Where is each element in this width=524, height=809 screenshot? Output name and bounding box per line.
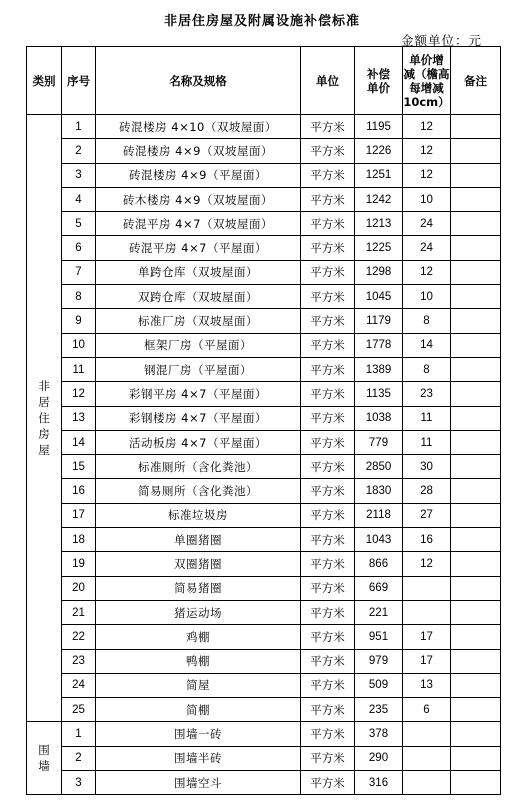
header-incr-line3: 每增减 <box>409 80 444 95</box>
name-cell: 标准厂房（双坡屋面） <box>96 309 301 333</box>
header-category: 类别 <box>27 47 62 115</box>
remark-cell <box>451 673 501 697</box>
unit-cell: 平方米 <box>301 625 355 649</box>
category-cell <box>27 722 62 795</box>
price-cell: 1226 <box>355 139 403 163</box>
unit-cell: 平方米 <box>301 698 355 722</box>
header-incr-line2: 减（檐高 <box>403 66 450 81</box>
name-cell: 标准厕所（含化粪池） <box>96 455 301 479</box>
currency-unit-note: 金额单位：元 <box>400 33 482 48</box>
seq-cell: 9 <box>62 309 96 333</box>
unit-cell: 平方米 <box>301 333 355 357</box>
seq-cell: 17 <box>62 503 96 527</box>
seq-cell: 23 <box>62 649 96 673</box>
seq-cell: 14 <box>62 430 96 454</box>
increment-cell: 12 <box>403 139 451 163</box>
category-char: 围 <box>38 743 50 758</box>
price-cell: 1251 <box>355 163 403 187</box>
increment-cell: 12 <box>403 552 451 576</box>
seq-cell: 19 <box>62 552 96 576</box>
header-incr-line1: 单价增 <box>409 52 444 67</box>
increment-cell <box>403 722 451 746</box>
table-row <box>27 503 501 527</box>
remark-cell <box>451 163 501 187</box>
unit-cell: 平方米 <box>301 382 355 406</box>
increment-cell: 10 <box>403 187 451 211</box>
price-cell: 509 <box>355 673 403 697</box>
unit-cell: 平方米 <box>301 115 355 139</box>
name-cell: 围墙半砖 <box>96 746 301 770</box>
unit-cell: 平方米 <box>301 309 355 333</box>
header-price-line2: 单价 <box>367 80 390 95</box>
increment-cell: 13 <box>403 673 451 697</box>
header-name: 名称及规格 <box>96 47 301 115</box>
seq-cell: 8 <box>62 285 96 309</box>
category-char: 房 <box>38 427 50 442</box>
seq-cell: 5 <box>62 212 96 236</box>
unit-cell: 平方米 <box>301 746 355 770</box>
category-char: 非 <box>38 379 50 394</box>
price-cell: 235 <box>355 698 403 722</box>
header-incr-line4: 10cm） <box>403 94 450 109</box>
remark-cell <box>451 455 501 479</box>
table-row <box>27 455 501 479</box>
increment-cell <box>403 576 451 600</box>
price-cell: 951 <box>355 625 403 649</box>
increment-cell: 17 <box>403 625 451 649</box>
increment-cell: 10 <box>403 285 451 309</box>
increment-cell: 6 <box>403 698 451 722</box>
remark-cell <box>451 406 501 430</box>
unit-cell: 平方米 <box>301 503 355 527</box>
price-cell: 1830 <box>355 479 403 503</box>
seq-cell: 6 <box>62 236 96 260</box>
seq-cell: 22 <box>62 625 96 649</box>
remark-cell <box>451 600 501 624</box>
seq-cell: 18 <box>62 528 96 552</box>
unit-cell: 平方米 <box>301 552 355 576</box>
name-cell: 砖混平房 4×7（平屋面） <box>96 236 301 260</box>
remark-cell <box>451 357 501 381</box>
price-cell: 1213 <box>355 212 403 236</box>
name-cell: 单圈猪圈 <box>96 528 301 552</box>
seq-cell: 3 <box>62 771 96 795</box>
increment-cell: 28 <box>403 479 451 503</box>
table-row <box>27 139 501 163</box>
price-cell: 779 <box>355 430 403 454</box>
unit-cell: 平方米 <box>301 357 355 381</box>
name-cell: 围墙一砖 <box>96 722 301 746</box>
unit-cell: 平方米 <box>301 600 355 624</box>
increment-cell: 27 <box>403 503 451 527</box>
price-cell: 2850 <box>355 455 403 479</box>
unit-cell: 平方米 <box>301 212 355 236</box>
seq-cell: 24 <box>62 673 96 697</box>
category-char: 居 <box>38 395 50 410</box>
price-cell: 1242 <box>355 187 403 211</box>
name-cell: 简棚 <box>96 698 301 722</box>
unit-cell: 平方米 <box>301 187 355 211</box>
seq-cell: 20 <box>62 576 96 600</box>
table-row <box>27 649 501 673</box>
seq-cell: 3 <box>62 163 96 187</box>
seq-cell: 7 <box>62 260 96 284</box>
name-cell: 砖混楼房 4×9（双坡屋面） <box>96 139 301 163</box>
remark-cell <box>451 430 501 454</box>
unit-cell: 平方米 <box>301 771 355 795</box>
table-row <box>27 528 501 552</box>
unit-cell: 平方米 <box>301 455 355 479</box>
price-cell: 1135 <box>355 382 403 406</box>
unit-cell: 平方米 <box>301 673 355 697</box>
name-cell: 钢混厂房（平屋面） <box>96 357 301 381</box>
seq-cell: 21 <box>62 600 96 624</box>
price-cell: 1225 <box>355 236 403 260</box>
price-cell: 1038 <box>355 406 403 430</box>
header-remark: 备注 <box>451 47 501 115</box>
name-cell: 标准垃圾房 <box>96 503 301 527</box>
table-body <box>27 115 501 795</box>
table-row <box>27 382 501 406</box>
remark-cell <box>451 479 501 503</box>
name-cell: 简屋 <box>96 673 301 697</box>
unit-cell: 平方米 <box>301 260 355 284</box>
increment-cell: 12 <box>403 260 451 284</box>
compensation-table <box>26 46 501 795</box>
seq-cell: 10 <box>62 333 96 357</box>
table-row <box>27 187 501 211</box>
table-row <box>27 625 501 649</box>
page-title: 非居住房屋及附属设施补偿标准 <box>163 14 360 29</box>
table-row <box>27 552 501 576</box>
remark-cell <box>451 746 501 770</box>
table-row <box>27 163 501 187</box>
seq-cell: 12 <box>62 382 96 406</box>
unit-cell: 平方米 <box>301 163 355 187</box>
price-cell: 316 <box>355 771 403 795</box>
unit-cell: 平方米 <box>301 722 355 746</box>
name-cell: 单跨仓库（双坡屋面） <box>96 260 301 284</box>
increment-cell <box>403 600 451 624</box>
increment-cell: 11 <box>403 406 451 430</box>
increment-cell: 24 <box>403 212 451 236</box>
price-cell: 866 <box>355 552 403 576</box>
table-row <box>27 333 501 357</box>
increment-cell: 24 <box>403 236 451 260</box>
price-cell: 979 <box>355 649 403 673</box>
name-cell: 围墙空斗 <box>96 771 301 795</box>
price-cell: 1298 <box>355 260 403 284</box>
table-row <box>27 406 501 430</box>
remark-cell <box>451 722 501 746</box>
remark-cell <box>451 698 501 722</box>
table-row <box>27 357 501 381</box>
remark-cell <box>451 285 501 309</box>
header-price-line1: 补偿 <box>367 66 390 81</box>
name-cell: 砖混楼房 4×10（双坡屋面） <box>96 115 301 139</box>
seq-cell: 1 <box>62 722 96 746</box>
table-row <box>27 430 501 454</box>
table-row <box>27 309 501 333</box>
table-row <box>27 673 501 697</box>
table-row <box>27 722 501 746</box>
seq-cell: 1 <box>62 115 96 139</box>
price-cell: 1045 <box>355 285 403 309</box>
increment-cell: 8 <box>403 309 451 333</box>
increment-cell <box>403 746 451 770</box>
remark-cell <box>451 771 501 795</box>
seq-cell: 16 <box>62 479 96 503</box>
name-cell: 简易猪圈 <box>96 576 301 600</box>
increment-cell: 12 <box>403 115 451 139</box>
seq-cell: 2 <box>62 139 96 163</box>
header-seq: 序号 <box>62 47 96 115</box>
remark-cell <box>451 236 501 260</box>
increment-cell: 11 <box>403 430 451 454</box>
remark-cell <box>451 503 501 527</box>
name-cell: 砖木楼房 4×9（双坡屋面） <box>96 187 301 211</box>
increment-cell <box>403 771 451 795</box>
seq-cell: 25 <box>62 698 96 722</box>
name-cell: 猪运动场 <box>96 600 301 624</box>
name-cell: 鸭棚 <box>96 649 301 673</box>
name-cell: 彩钢楼房 4×7（平屋面） <box>96 406 301 430</box>
category-char: 住 <box>38 411 50 426</box>
name-cell: 彩钢平房 4×7（平屋面） <box>96 382 301 406</box>
remark-cell <box>451 139 501 163</box>
increment-cell: 17 <box>403 649 451 673</box>
remark-cell <box>451 625 501 649</box>
increment-cell: 30 <box>403 455 451 479</box>
price-cell: 1043 <box>355 528 403 552</box>
table-row <box>27 236 501 260</box>
seq-cell: 4 <box>62 187 96 211</box>
remark-cell <box>451 309 501 333</box>
increment-cell: 23 <box>403 382 451 406</box>
remark-cell <box>451 649 501 673</box>
remark-cell <box>451 212 501 236</box>
unit-cell: 平方米 <box>301 430 355 454</box>
increment-cell: 16 <box>403 528 451 552</box>
remark-cell <box>451 187 501 211</box>
unit-cell: 平方米 <box>301 528 355 552</box>
name-cell: 简易厕所（含化粪池） <box>96 479 301 503</box>
unit-cell: 平方米 <box>301 285 355 309</box>
table-row <box>27 576 501 600</box>
seq-cell: 11 <box>62 357 96 381</box>
table-row <box>27 746 501 770</box>
remark-cell <box>451 260 501 284</box>
seq-cell: 15 <box>62 455 96 479</box>
price-cell: 1195 <box>355 115 403 139</box>
table-row <box>27 479 501 503</box>
table-row <box>27 285 501 309</box>
unit-cell: 平方米 <box>301 649 355 673</box>
name-cell: 砖混平房 4×7（双坡屋面） <box>96 212 301 236</box>
remark-cell <box>451 333 501 357</box>
increment-cell: 14 <box>403 333 451 357</box>
price-cell: 1778 <box>355 333 403 357</box>
name-cell: 鸡棚 <box>96 625 301 649</box>
table-row <box>27 771 501 795</box>
unit-cell: 平方米 <box>301 236 355 260</box>
price-cell: 221 <box>355 600 403 624</box>
table-row <box>27 600 501 624</box>
category-char: 墙 <box>38 759 50 774</box>
header-unit: 单位 <box>301 47 355 115</box>
price-cell: 2118 <box>355 503 403 527</box>
table-row <box>27 212 501 236</box>
header-row <box>27 47 501 115</box>
remark-cell <box>451 552 501 576</box>
price-cell: 1389 <box>355 357 403 381</box>
remark-cell <box>451 576 501 600</box>
price-cell: 669 <box>355 576 403 600</box>
remark-cell <box>451 382 501 406</box>
increment-cell: 12 <box>403 163 451 187</box>
unit-cell: 平方米 <box>301 479 355 503</box>
category-char: 屋 <box>38 443 50 458</box>
unit-cell: 平方米 <box>301 406 355 430</box>
header-increment <box>403 47 451 115</box>
seq-cell: 13 <box>62 406 96 430</box>
seq-cell: 2 <box>62 746 96 770</box>
name-cell: 框架厂房（平屋面） <box>96 333 301 357</box>
unit-cell: 平方米 <box>301 139 355 163</box>
table-row <box>27 698 501 722</box>
remark-cell <box>451 528 501 552</box>
name-cell: 双跨仓库（双坡屋面） <box>96 285 301 309</box>
price-cell: 290 <box>355 746 403 770</box>
category-cell <box>27 115 62 722</box>
unit-cell: 平方米 <box>301 576 355 600</box>
price-cell: 378 <box>355 722 403 746</box>
name-cell: 砖混楼房 4×9（平屋面） <box>96 163 301 187</box>
increment-cell: 8 <box>403 357 451 381</box>
price-cell: 1179 <box>355 309 403 333</box>
table-row <box>27 115 501 139</box>
name-cell: 活动板房 4×7（平屋面） <box>96 430 301 454</box>
header-price <box>355 47 403 115</box>
table-row <box>27 260 501 284</box>
name-cell: 双圈猪圈 <box>96 552 301 576</box>
remark-cell <box>451 115 501 139</box>
